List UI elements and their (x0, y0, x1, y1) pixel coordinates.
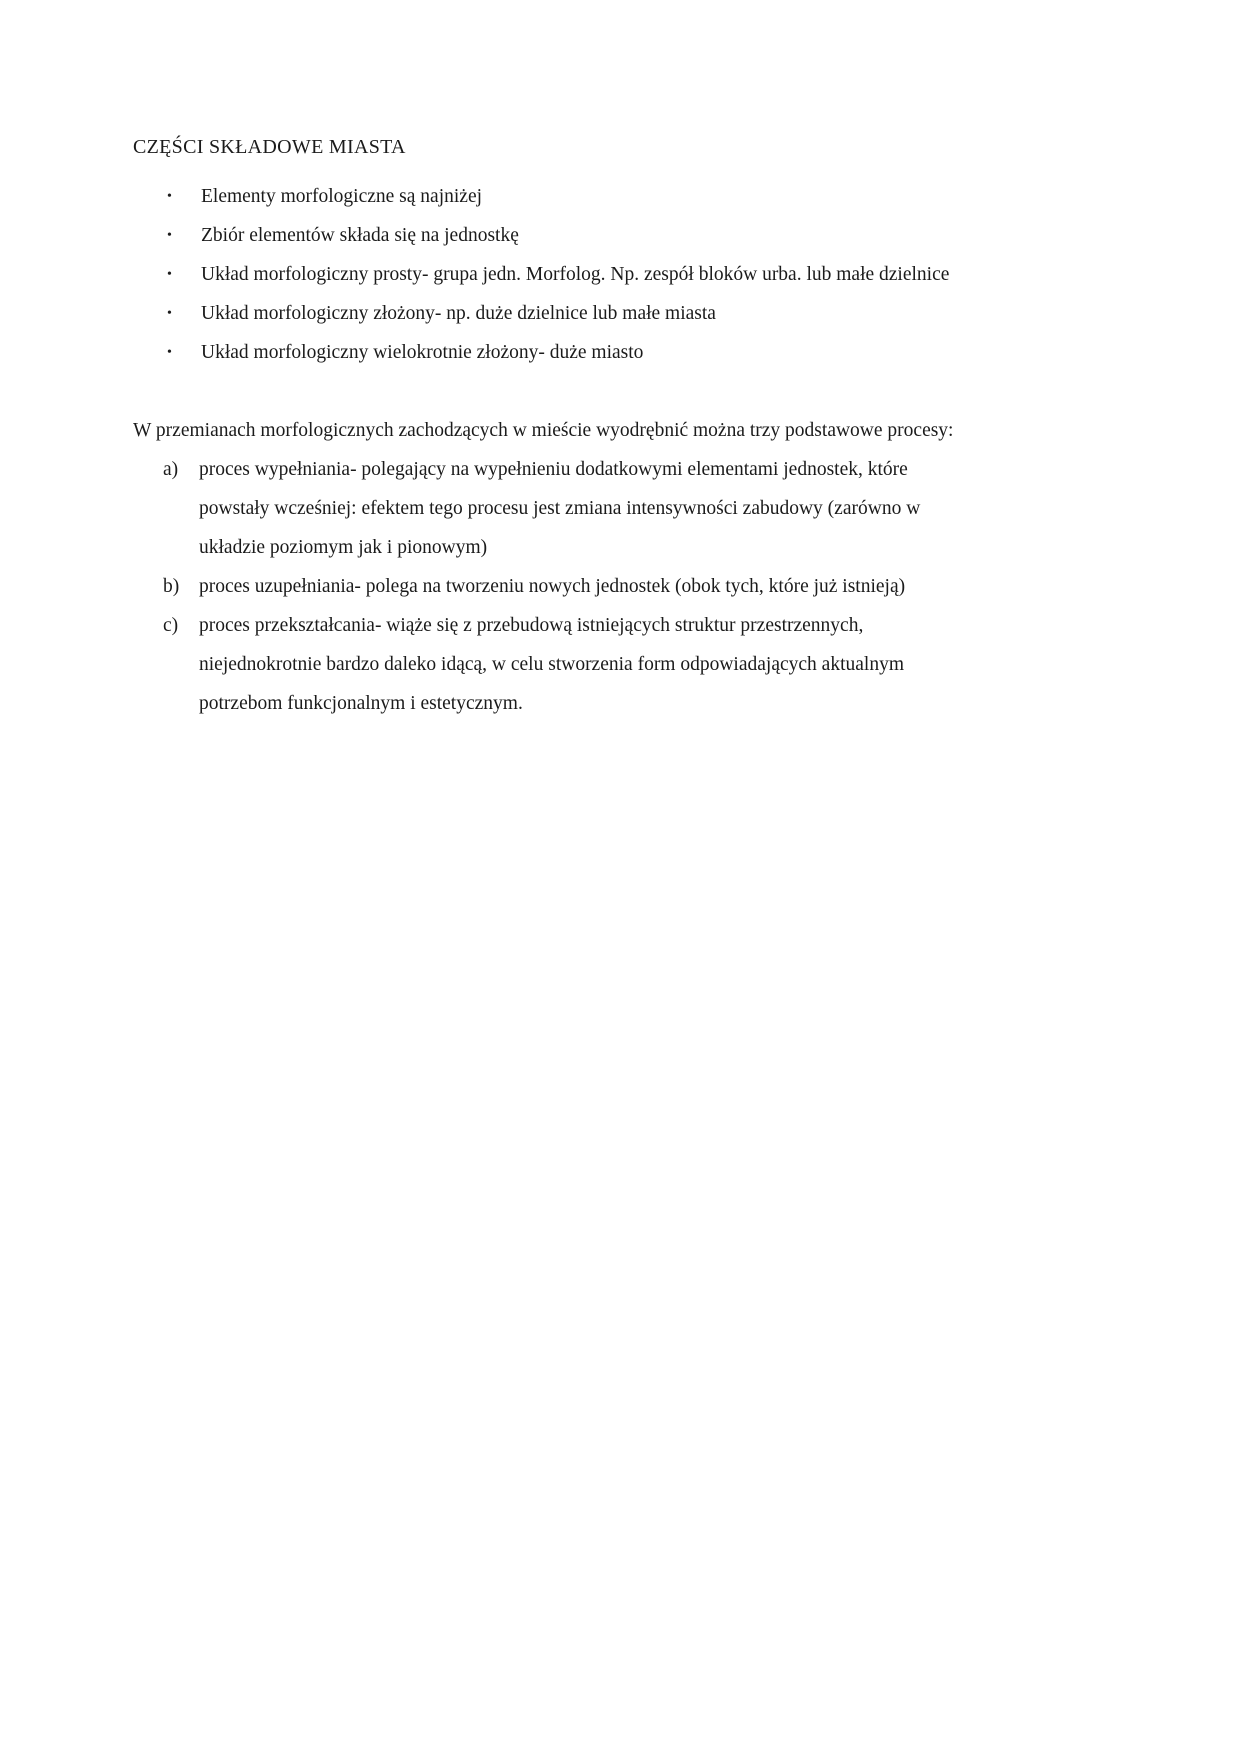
page-title: CZĘŚCI SKŁADOWE MIASTA (133, 136, 406, 158)
bullet-text: Układ morfologiczny prosty- grupa jedn. Morfolog. Np. zespół bloków urba. lub małe dzielnice (201, 264, 950, 285)
list-item (133, 216, 981, 255)
item-text: proces przekształcania- wiąże się z przebudową istniejących struktur przestrzennych, niejednokrotnie bardzo daleko idącą, w celu stworzenia form odpowiadających aktualnym potrzebom funkcjonalnym i estetycznym. (199, 615, 904, 714)
list-item (133, 450, 981, 567)
bullet-text: Zbiór elementów składa się na jednostkę (201, 225, 519, 246)
bullet-icon: • (167, 306, 172, 321)
list-item (133, 333, 981, 372)
item-label: a) (163, 459, 179, 480)
document-content (133, 128, 981, 723)
list-item (133, 606, 981, 723)
lettered-list (133, 450, 981, 723)
bullet-text: Układ morfologiczny wielokrotnie złożony- duże miasto (201, 342, 644, 363)
item-text: proces uzupełniania- polega na tworzeniu nowych jednostek (obok tych, które już istnieją) (199, 576, 906, 597)
bullet-text: Układ morfologiczny złożony- np. duże dzielnice lub małe miasta (201, 303, 716, 324)
item-label: c) (163, 615, 179, 636)
intro-paragraph: W przemianach morfologicznych zachodzących w mieście wyodrębnić można trzy podstawowe procesy: (133, 420, 954, 441)
bullet-text: Elementy morfologiczne są najniżej (201, 186, 483, 207)
list-item (133, 255, 981, 294)
item-label: b) (163, 576, 180, 597)
bullet-list (133, 177, 981, 372)
item-text: proces wypełniania- polegający na wypełnieniu dodatkowymi elementami jednostek, które powstały wcześniej: efektem tego procesu jest zmiana intensywności zabudowy (zarówno w układzie poziomym jak i pionowym) (199, 459, 921, 558)
list-item (133, 177, 981, 216)
bullet-icon: • (167, 267, 172, 282)
list-item (133, 294, 981, 333)
list-item (133, 567, 981, 606)
bullet-icon: • (167, 228, 172, 243)
bullet-icon: • (167, 345, 172, 360)
bullet-icon: • (167, 189, 172, 204)
